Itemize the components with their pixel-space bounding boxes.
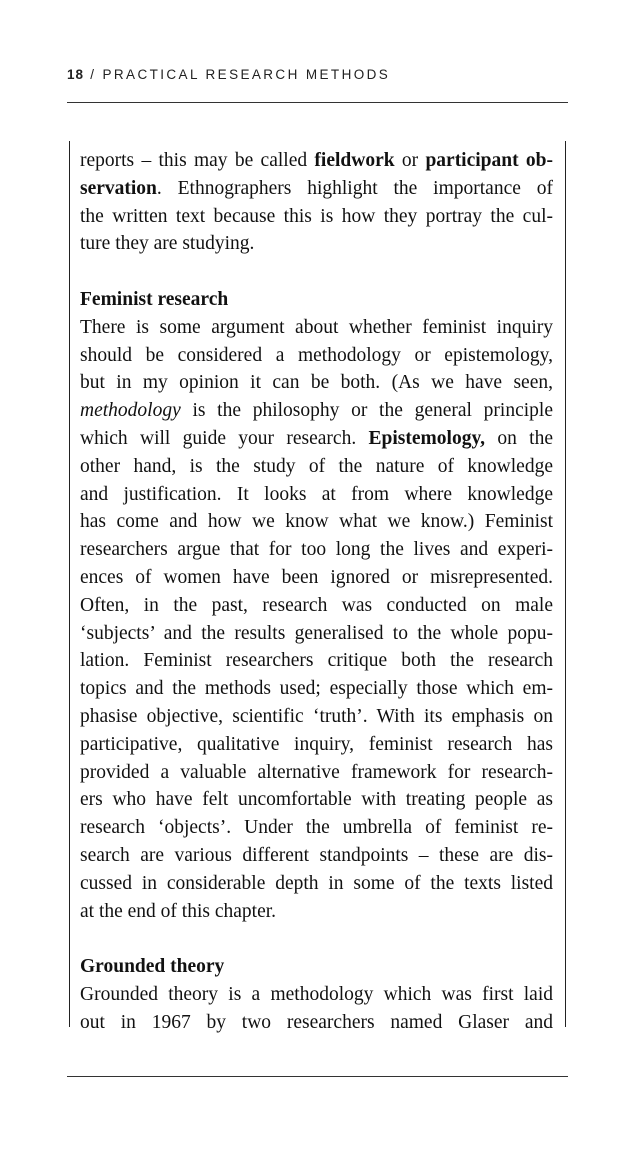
text-line: research ‘objects’. Under the umbrella of feminist re- — [80, 817, 553, 839]
text-line: should be considered a methodology or epistemology, — [80, 344, 553, 366]
text-line: Grounded theory is a methodology which was first laid — [80, 983, 553, 1005]
italic-term: methodology — [80, 400, 181, 422]
left-margin-bar — [69, 141, 70, 1027]
text-line: cussed in considerable depth in some of the texts listed — [80, 872, 553, 894]
text-run: on the — [485, 427, 553, 449]
section-heading-feminist: Feminist research — [80, 288, 229, 310]
feminist-paragraph — [80, 314, 553, 926]
text-run: or — [394, 150, 426, 171]
text-line — [80, 397, 553, 425]
text-line: Often, in the past, research was conducted on male — [80, 594, 553, 616]
text-line: the written text because this is how they portray the cul- — [80, 205, 553, 227]
bold-term: Epistemology, — [368, 427, 485, 449]
running-head — [67, 67, 390, 82]
text-line: lation. Feminist researchers critique both the research — [80, 650, 553, 672]
text-line: but in my opinion it can be both. (As we have seen, — [80, 372, 553, 394]
section-heading-grounded: Grounded theory — [80, 956, 225, 978]
text-line: topics and the methods used; especially those which em- — [80, 678, 553, 700]
text-run: which will guide your research. — [80, 427, 369, 449]
text-line: ture they are studying. — [80, 233, 255, 255]
bold-term: fieldwork — [314, 150, 395, 171]
page-number: 18 — [67, 67, 85, 82]
text-line — [80, 175, 553, 203]
text-line: phasise objective, scientific ‘truth’. With its emphasis on — [80, 705, 553, 727]
text-line: at the end of this chapter. — [80, 900, 277, 922]
text-line: ences of women have been ignored or misrepresented. — [80, 566, 553, 588]
text-line: researchers argue that for too long the lives and experi- — [80, 539, 553, 561]
text-line: ers who have felt uncomfortable with treating people as — [80, 789, 553, 811]
text-run: is the philosophy or the general principle — [180, 400, 553, 422]
grounded-paragraph — [80, 981, 553, 1037]
text-line: and justification. It looks at from where knowledge — [80, 483, 553, 505]
text-run: . Ethnographers highlight the importance of — [156, 177, 553, 199]
text-run: reports – this may be called — [80, 150, 315, 171]
text-line — [80, 425, 553, 453]
intro-paragraph — [80, 147, 553, 258]
text-line — [80, 147, 553, 175]
book-title: PRACTICAL RESEARCH METHODS — [102, 67, 391, 82]
footer-rule — [67, 1076, 568, 1077]
text-line: search are various different standpoints – these are dis- — [80, 844, 553, 866]
header-rule — [67, 102, 568, 103]
text-line: ‘subjects’ and the results generalised to the whole popu- — [80, 622, 553, 644]
text-line: has come and how we know what we know.) Feminist — [80, 511, 553, 533]
text-line: out in 1967 by two researchers named Glaser and — [80, 1011, 553, 1033]
text-line: provided a valuable alternative framework for research- — [80, 761, 553, 783]
bold-term: servation — [80, 177, 157, 199]
text-line: There is some argument about whether feminist inquiry — [80, 316, 553, 338]
header-separator: / — [90, 67, 97, 82]
bold-term: participant ob- — [425, 150, 553, 171]
text-line: other hand, is the study of the nature of knowledge — [80, 455, 553, 477]
right-margin-bar — [565, 141, 566, 1027]
text-line: participative, qualitative inquiry, feminist research has — [80, 733, 553, 755]
page-body — [80, 147, 553, 1037]
